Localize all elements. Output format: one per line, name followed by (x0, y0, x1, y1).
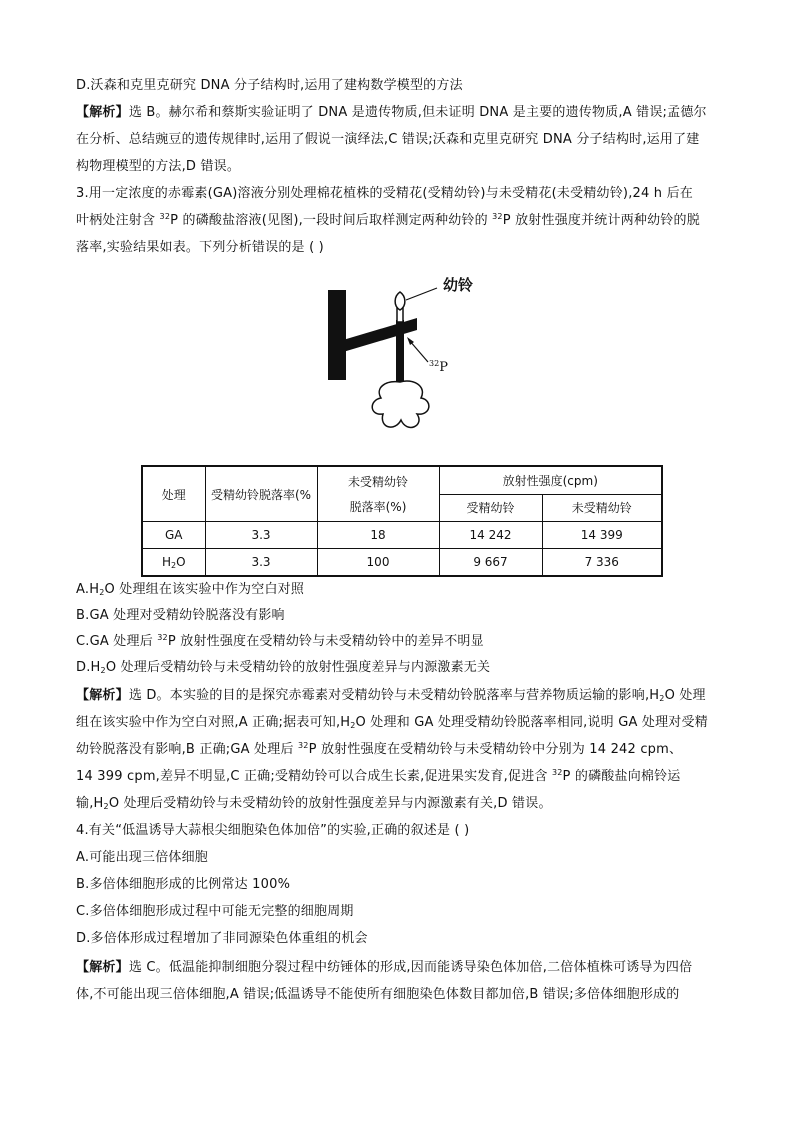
boll-pointer (406, 288, 437, 300)
figure-label: 幼铃 (443, 276, 474, 294)
question-3-option-c: C.GA 处理后 $^{32}$P 放射性强度在受精幼铃与未受精幼铃中的差异不明显 (76, 633, 484, 649)
table-row: $H_2O$ 3.3 100 9 667 7 336 (142, 549, 662, 577)
question-3-option-b: B.GA 处理对受精幼铃脱落没有影响 (76, 608, 285, 623)
analysis-3-line-3: 幼铃脱落没有影响,B 正确;GA 处理后 $^{32}$P 放射性强度在受精幼铃与未受精幼铃中分别为 14 242 cpm、 (76, 741, 683, 757)
header-fert-drop: 受精幼铃脱落率(% (205, 466, 317, 522)
results-table (141, 465, 663, 577)
cotton-plant-diagram (325, 270, 485, 450)
question-3-line-1: 3.用一定浓度的赤霉素(GA)溶液分别处理棉花植株的受精花(受精幼铃)与未受精花(未受精幼铃),24 h 后在 (76, 186, 693, 201)
analysis-2-line-1: 【解析】选 B。赫尔希和蔡斯实验证明了 DNA 是遗传物质,但未证明 DNA 是主要的遗传物质,A 错误;孟德尔 (76, 105, 707, 120)
leaf (372, 381, 429, 427)
analysis-3-line-2: 组在该实验中作为空白对照,A 正确;据表可知$,H_2O$ 处理和 GA 处理受精幼铃脱落率相同,说明 GA 处理对受精 (76, 715, 708, 730)
young-boll-icon (395, 292, 405, 310)
question-3-line-3: 落率,实验结果如表。下列分析错误的是 ( ) (76, 240, 324, 255)
analysis-3-line-1: 【解析】选 D。本实验的目的是探究赤霉素对受精幼铃与未受精幼铃脱落率与营养物质运输的影响$,H_2O$ 处理 (76, 688, 706, 703)
analysis-2-line-3: 构物理模型的方法,D 错误。 (76, 159, 241, 174)
table-header-row (142, 466, 662, 494)
analysis-2-line-2: 在分析、总结豌豆的遗传规律时,运用了假说一演绎法,C 错误;沃森和克里克研究 DNA 分子结构时,运用了建 (76, 132, 700, 147)
header-radioactivity: 放射性强度(cpm) (439, 466, 662, 494)
analysis-4-line-1: 【解析】选 C。低温能抑制细胞分裂过程中纺锤体的形成,因而能诱导染色体加倍,二倍体植株可诱导为四倍 (76, 960, 693, 975)
question-3-option-a: $A.H_2O$ 处理组在该实验中作为空白对照 (76, 582, 305, 597)
question-3-option-d: $D.H_2O$ 处理后受精幼铃与未受精幼铃的放射性强度差异与内源激素无关 (76, 660, 491, 675)
analysis-tag: 【解析】 (76, 105, 129, 120)
question-4-stem: 4.有关“低温诱导大蒜根尖细胞染色体加倍”的实验,正确的叙述是 ( ) (76, 823, 470, 838)
cotton-boll-figure (325, 270, 485, 450)
analysis-3-line-5: 输$,H_2O$ 处理后受精幼铃与未受精幼铃的放射性强度差异与内源激素有关,D 错误。 (76, 796, 552, 811)
question-4-option-c: C.多倍体细胞形成过程中可能无完整的细胞周期 (76, 904, 354, 919)
main-stem (328, 290, 346, 380)
branch (343, 318, 417, 352)
question-3-line-2: 叶柄处注射含 $^{32}$P 的磷酸盐溶液(见图),一段时间后取样测定两种幼铃的 $^{32}$P 放射性强度并统计两种幼铃的脱 (76, 212, 700, 228)
table-row: GA 3.3 18 14 242 14 399 (142, 522, 662, 549)
analysis-tag: 【解析】 (76, 688, 129, 703)
header-unfert-drop: 未受精幼铃 脱落率(%) (317, 466, 439, 522)
question-4-option-b: B.多倍体细胞形成的比例常达 100% (76, 877, 291, 892)
header-radio-unfert: 未受精幼铃 (542, 494, 662, 522)
header-treatment: 处理 (142, 466, 205, 522)
option-d-prev: D.沃森和克里克研究 DNA 分子结构时,运用了建构数学模型的方法 (76, 78, 463, 93)
figure-isotope-label: $^{32}$P (429, 359, 448, 375)
question-4-option-d: D.多倍体形成过程增加了非同源染色体重组的机会 (76, 931, 368, 946)
header-radio-fert: 受精幼铃 (439, 494, 542, 522)
question-4-option-a: A.可能出现三倍体细胞 (76, 850, 208, 865)
petiole (396, 320, 404, 384)
analysis-4-line-2: 体,不可能出现三倍体细胞,A 错误;低温诱导不能使所有细胞染色体数目都加倍,B 错误;多倍体细胞形成的 (76, 987, 680, 1002)
analysis-tag: 【解析】 (76, 960, 129, 975)
analysis-3-line-4: 14 399 cpm,差异不明显,C 正确;受精幼铃可以合成生长素,促进果实发育,促进含 $^{32}$P 的磷酸盐向棉铃运 (76, 768, 681, 784)
